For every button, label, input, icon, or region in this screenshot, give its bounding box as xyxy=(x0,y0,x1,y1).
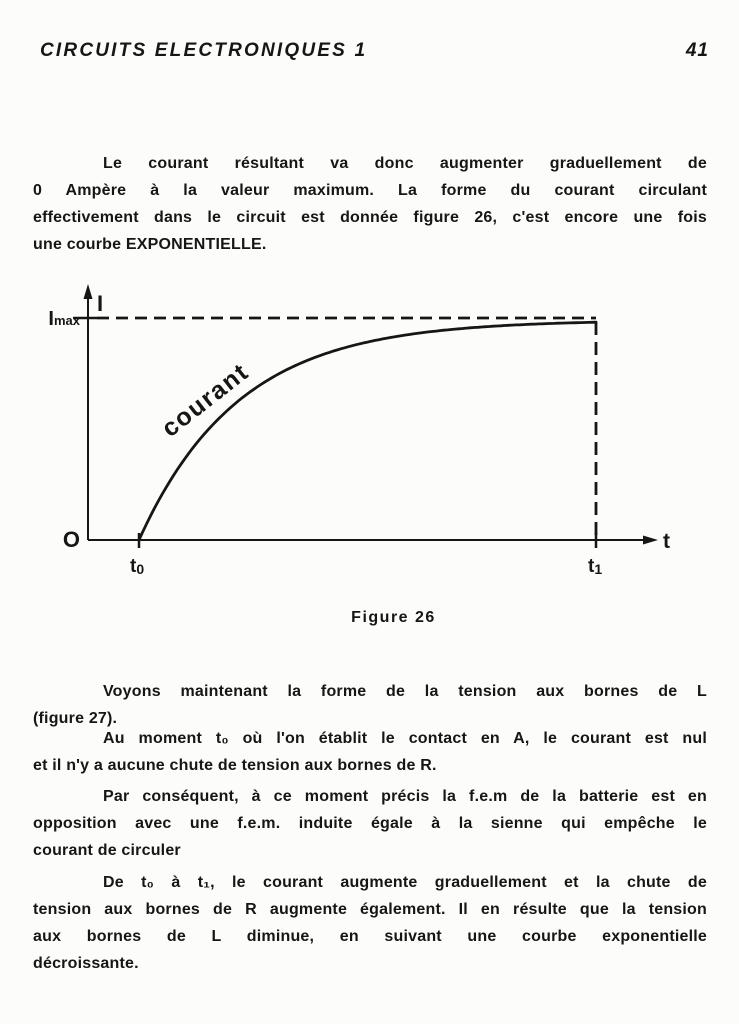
text-line: Voyons maintenant la forme de la tension aux bornes de L xyxy=(103,683,707,700)
text-line: effectivement dans le circuit est donnée figure 26, c'est encore une fois xyxy=(33,209,707,226)
paragraph-voyons xyxy=(33,678,707,732)
figure-caption: Figure 26 xyxy=(351,609,436,626)
running-title: CIRCUITS ELECTRONIQUES 1 xyxy=(40,40,368,61)
t0-label: t0 xyxy=(130,556,145,577)
y-axis-arrow-icon xyxy=(84,284,93,299)
paragraph-par-consequent xyxy=(33,783,707,864)
text-line: et il n'y a aucune chute de tension aux bornes de R. xyxy=(33,757,437,774)
t1-label: t1 xyxy=(588,556,603,577)
text-line: courant de circuler xyxy=(33,842,181,859)
text-line: tension aux bornes de R augmente également. Il en résulte que la tension xyxy=(33,901,707,918)
current-curve xyxy=(139,322,596,540)
text-line: une courbe EXPONENTIELLE. xyxy=(33,236,267,253)
text-line: aux bornes de L diminue, en suivant une courbe exponentielle xyxy=(33,928,707,945)
curve-label: courant xyxy=(156,357,255,443)
text-line: Le courant résultant va donc augmenter graduellement de xyxy=(103,155,707,172)
x-axis-arrow-icon xyxy=(643,536,658,545)
text-line: De t₀ à t₁, le courant augmente graduellement et la chute de xyxy=(103,874,707,891)
y-axis-label: I xyxy=(97,291,104,316)
x-axis-label: t xyxy=(663,530,670,553)
origin-label: O xyxy=(62,527,80,552)
page-header xyxy=(40,40,709,62)
imax-label: Imax xyxy=(48,308,80,330)
text-line: Par conséquent, à ce moment précis la f.e.m de la batterie est en xyxy=(103,788,707,805)
text-line: 0 Ampère à la valeur maximum. La forme du courant circulant xyxy=(33,182,707,199)
text-line: opposition avec une f.e.m. induite égale à la sienne qui empêche le xyxy=(33,815,707,832)
text-line: Au moment t₀ où l'on établit le contact en A, le courant est nul xyxy=(103,730,707,747)
paragraph-intro xyxy=(33,150,707,258)
figure-26-plot xyxy=(0,278,739,578)
page-number: 41 xyxy=(685,40,709,61)
text-line: décroissante. xyxy=(33,955,139,972)
paragraph-au-moment xyxy=(33,725,707,779)
paragraph-de-t0-a-t1 xyxy=(33,869,707,977)
text-line: (figure 27). xyxy=(33,710,118,727)
